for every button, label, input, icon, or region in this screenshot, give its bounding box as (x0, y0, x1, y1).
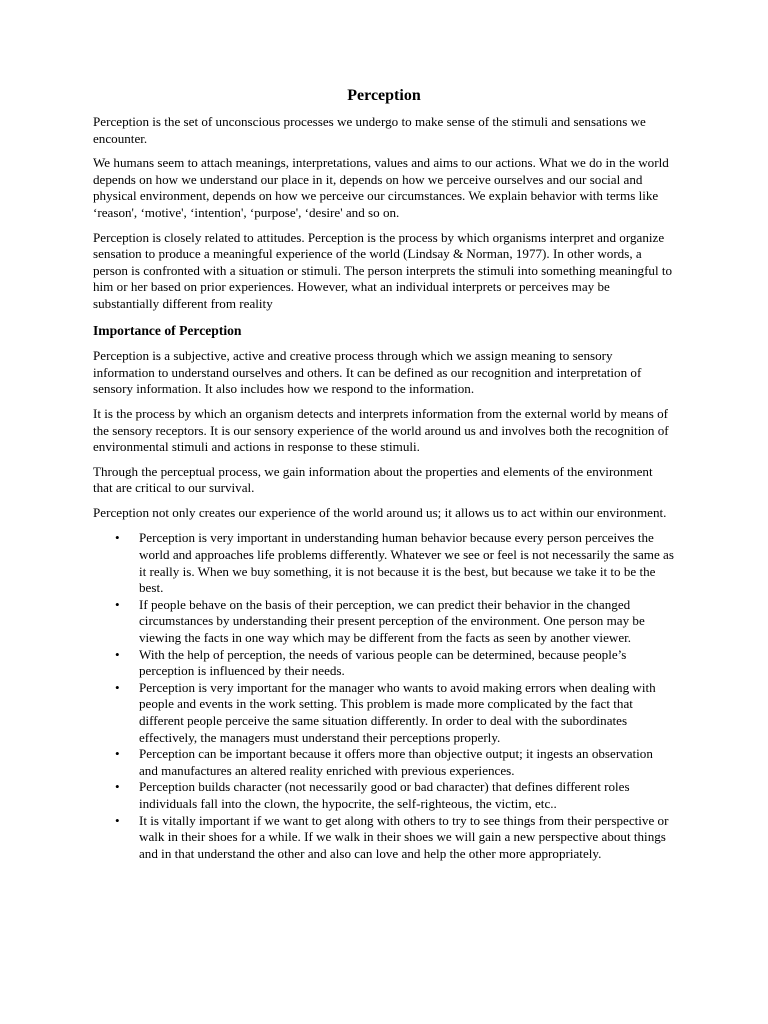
bullet-icon: • (115, 530, 120, 546)
document-title: Perception (347, 87, 421, 104)
bullet-item (93, 597, 675, 647)
bullet-icon: • (115, 779, 120, 795)
bullet-icon: • (115, 596, 120, 612)
section-heading: Importance of Perception (93, 322, 242, 338)
section-paragraph-3: Through the perceptual process, we gain information about the properties and elements of the environment that are critical to our survival. (93, 463, 653, 496)
section-paragraph-1: Perception is a subjective, active and creative process through which we assign meaning to sensory information to understand ourselves and others. It can be defined as our recognition and interpretation of sensory information. It also includes how we respond to the information. (93, 348, 642, 397)
bullet-icon: • (115, 679, 120, 695)
bullet-icon: • (115, 812, 120, 828)
document-page (93, 86, 675, 862)
bullet-icon: • (115, 646, 120, 662)
bullet-text: Perception is very important for the manager who wants to avoid making errors when dealing with people and events in the work setting. This problem is made more complicated by the fact that different people perceive the same situation differently. In order to deal with the subordinates effectively, the managers must understand their perceptions properly. (139, 679, 656, 745)
bullet-item (93, 746, 675, 779)
bullet-text: With the help of perception, the needs of various people can be determined, because people’s perception is influenced by their needs. (139, 646, 627, 679)
section-paragraph-4: Perception not only creates our experience of the world around us; it allows us to act within our environment. (93, 504, 667, 520)
bullet-icon: • (115, 746, 120, 762)
intro-paragraph-2: We humans seem to attach meanings, interpretations, values and aims to our actions. What we do in the world depends on how we understand our place in it, depends on how we perceive ourselves and our social and physical environment, depends on how we perceive our circumstances. We explain behavior with terms like ‘reason', ‘motive', ‘intention', ‘purpose', ‘desire' and so on. (93, 155, 669, 220)
bullet-item (93, 779, 675, 812)
bullet-text: Perception builds character (not necessarily good or bad character) that defines different roles individuals fall into the clown, the hypocrite, the self-righteous, the victim, etc.. (139, 779, 630, 811)
bullet-text: It is vitally important if we want to get along with others to try to see things from their perspective or walk in their shoes for a while. If we walk in their shoes we will gain a new perspective about things and in that understand the other and also can love and help the other more appropriately. (139, 812, 669, 861)
bullet-item (93, 530, 675, 596)
bullet-item (93, 813, 675, 863)
bullet-text: If people behave on the basis of their perception, we can predict their behavior in the changed circumstances by understanding their present perception of the environment. One person may be viewing the facts in one way which may be different from the facts as seen by another viewer. (139, 596, 645, 646)
bullet-item (93, 680, 675, 746)
bullet-item (93, 647, 675, 680)
intro-paragraph-1: Perception is the set of unconscious processes we undergo to make sense of the stimuli and sensations we encounter. (93, 114, 646, 146)
bullet-text: Perception is very important in understanding human behavior because every person perceives the world and approaches life problems differently. Whatever we see or feel is not necessarily the same as it really is. When we buy something, it is not because it is the best, but because we take it to be the best. (139, 530, 674, 596)
section-paragraph-2: It is the process by which an organism detects and interprets information from the external world by means of the sensory receptors. It is our sensory experience of the world around us and involves both the recognition of environmental stimuli and actions in response to these stimuli. (93, 405, 669, 455)
intro-paragraph-3: Perception is closely related to attitudes. Perception is the process by which organisms interpret and organize sensation to produce a meaningful experience of the world (Lindsay & Norman, 1977). In other words, a person is confronted with a situation or stimuli. The person interprets the stimuli into something meaningful to him or her based on prior experiences. However, what an individual interprets or perceives may be substantially different from reality (93, 229, 673, 311)
bullet-list (93, 530, 675, 862)
bullet-text: Perception can be important because it offers more than objective output; it ingests an observation and manufactures an altered reality enriched with previous experiences. (139, 746, 653, 778)
